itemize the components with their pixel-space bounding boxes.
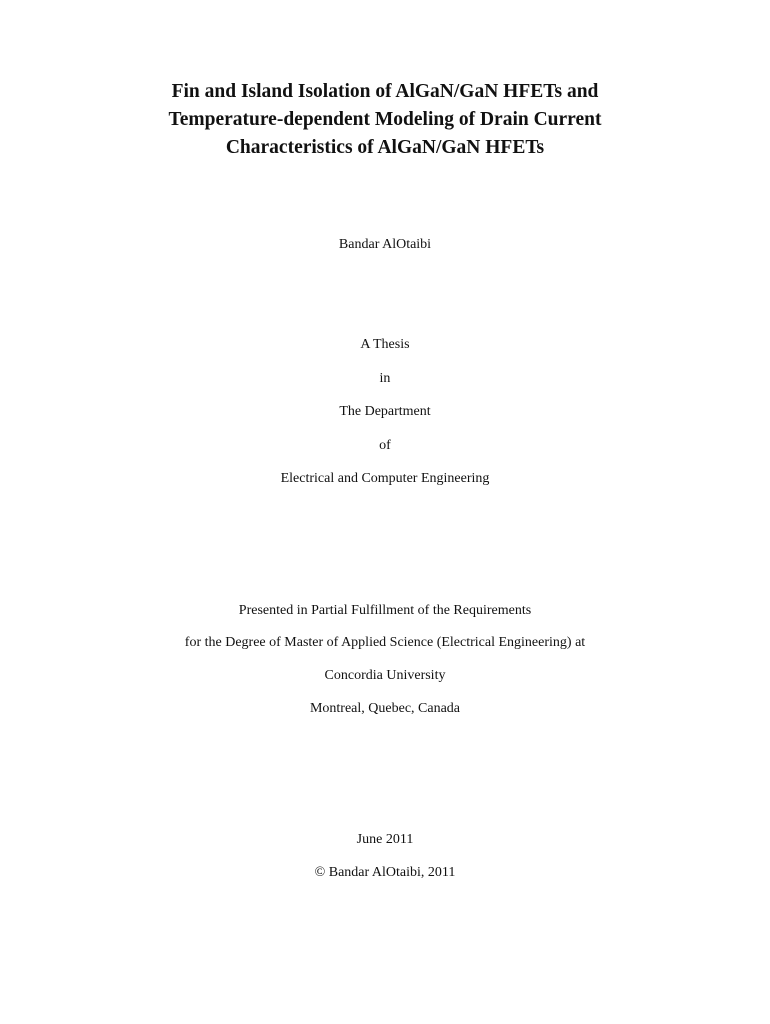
author-name: Bandar AlOtaibi	[338, 237, 432, 252]
department-name: Electrical and Computer Engineering	[280, 471, 490, 486]
thesis-type: A Thesis	[360, 337, 410, 352]
copyright-notice: © Bandar AlOtaibi, 2011	[314, 865, 456, 880]
submission-date: June 2011	[356, 832, 414, 847]
thesis-in: in	[379, 371, 391, 386]
thesis-department: The Department	[339, 404, 431, 419]
university-location: Montreal, Quebec, Canada	[309, 701, 461, 716]
fulfillment-line-2: for the Degree of Master of Applied Science (Electrical Engineering) at	[184, 635, 586, 650]
title-line-1: Fin and Island Isolation of AlGaN/GaN HFETs and	[171, 81, 599, 102]
title-line-3: Characteristics of AlGaN/GaN HFETs	[225, 137, 545, 158]
fulfillment-line-1: Presented in Partial Fulfillment of the Requirements	[238, 603, 532, 618]
thesis-title	[0, 78, 770, 162]
thesis-of: of	[379, 438, 391, 453]
title-line-2: Temperature-dependent Modeling of Drain Current	[168, 109, 602, 130]
university-name: Concordia University	[324, 668, 446, 683]
